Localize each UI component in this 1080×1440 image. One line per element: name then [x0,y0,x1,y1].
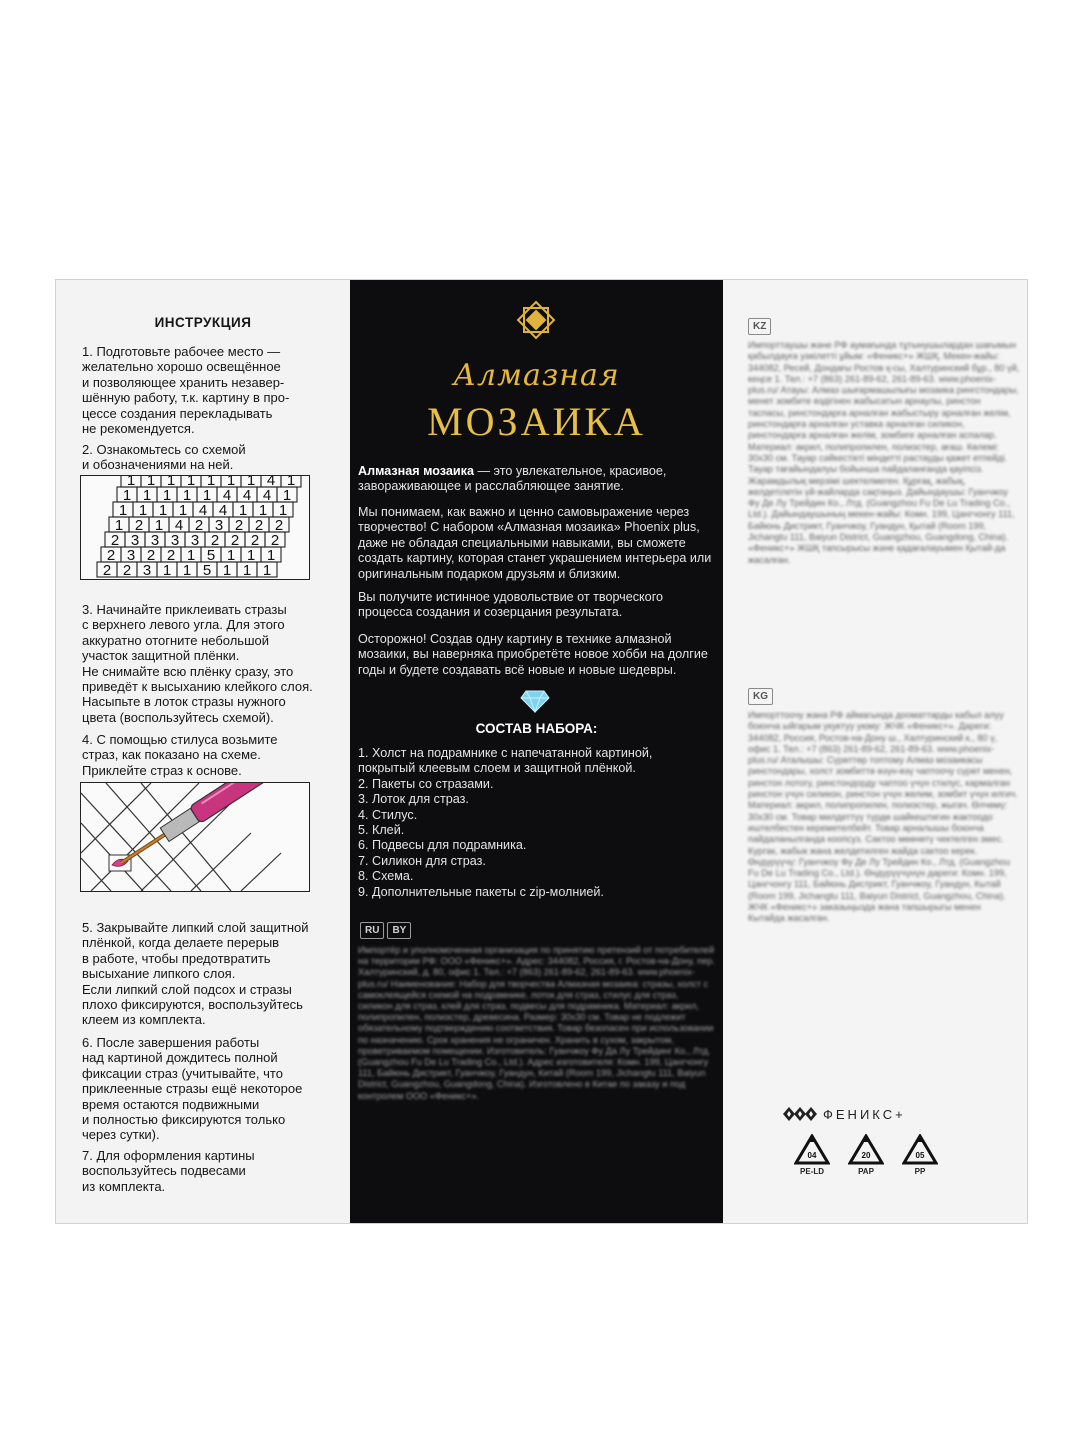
kit-item: 9. Дополнительные пакеты с zip-молнией. [358,884,604,899]
instruction-step-6: 6. После завершения работы над картиной дождитесь полной фиксации страз (учитывайте, что приклеенные стразы ещё некоторое время остаются подвижными и полностью фиксируются только через сутки). [82,1035,303,1143]
scheme-cell-number: 2 [210,532,220,549]
scheme-cell-number: 1 [186,476,196,489]
scheme-cell-number: 1 [258,502,268,519]
stylus-illustration [80,782,310,892]
kit-item: 1. Холст на подрамнике с напечатанной картиной, покрытый клеевым слоем и защитной плёнкой. [358,746,653,776]
scheme-cell-number: 2 [254,517,264,534]
scheme-cell-number: 1 [246,547,256,564]
legal-info-column [723,280,1027,1223]
scheme-cell-number: 1 [286,476,296,489]
kit-item: 7. Силикон для страз. [358,853,486,868]
scheme-cell-number: 1 [182,562,192,579]
scheme-cell-number: 1 [262,562,272,579]
scheme-cell-number: 1 [226,476,236,489]
instruction-step-1: 1. Подготовьте рабочее место — желательно хорошо освещённое и позволяющее хранить незавер- шённую работу, т.к. картину в про- цессе создания перекладывать не рекомендуется. [82,344,290,437]
scheme-cell-number: 2 [106,547,116,564]
product-description-column [350,280,723,1223]
recycle-icon [848,1134,884,1166]
scheme-cell-number: 2 [122,562,132,579]
scheme-cell-number: 3 [142,562,152,579]
scheme-cell-number: 2 [194,517,204,534]
scheme-cell-number: 1 [206,476,216,489]
scheme-cell-number: 3 [126,547,136,564]
scheme-cell-number: 2 [166,547,176,564]
scheme-cell-number: 1 [202,487,212,504]
ru-legal-text: Импортёр и уполномоченная организация по принятию претензий от потребителей на территории РФ: ООО «Феникс+». Адрес: 344082, Россия, г. Ростов-на-Дону, пер. Халтуринский, д. 80, офис 1. Тел.: +7 (863) 261-89-62, 261-89-63. www.phoenix-plus.ru/ Наименование: Набор для творчества Алмазная мозаика: стразы, холст с самоклеящейся схемой на подрамнике, лоток для страз, стилус для страз, силикон для страз, клей для страз, подвесы для подрамника. Материал: акрил, полипропилен, полиэстер, древесина. Размер: 30х30 см. Товар не подлежит обязательному подтверждению соответствия. Товар безопасен при использовании по назначению. Срок хранения не ограничен. Хранить в сухом, закрытом, проветриваемом помещении. Изготовитель: Гуанчжоу Фу Да Лу Трейдинг Ко., Лтд. (Guangzhou Fu De Lu Trading Co., Ltd.). Адрес изготовителя: Комн. 199, Цангчонгу 111, Байюнь Дистрикт, Гуанчжоу, Гуандун, Китай (Room 199, Jichangtu 111, Baiyun District, Guangzhou, Guangdong, China). Изготовлено в Китае по заказу и под контролем ООО «Феникс+». [358,945,715,1101]
kit-item: 8. Схема. [358,869,414,884]
scheme-cell-number: 1 [142,487,152,504]
scheme-cell-number: 2 [146,547,156,564]
scheme-cell-number: 1 [162,487,172,504]
scheme-cell-number: 1 [154,517,164,534]
intro-bold: Алмазная мозаика [358,464,474,478]
scheme-cell-number: 1 [178,502,188,519]
scheme-cell-number: 2 [102,562,112,579]
recycle-pp [901,1134,939,1176]
lang-tag-ru: RU [360,922,384,939]
scheme-cell-number: 1 [266,547,276,564]
intro-paragraph [358,464,713,495]
brand-name: ФЕНИКС+ [823,1106,906,1122]
recycle-code: 20 [861,1151,871,1160]
recycle-label: PAP [858,1167,874,1176]
kit-item: 5. Клей. [358,823,405,838]
diamond-logo-icon [516,300,556,340]
main-title: МОЗАИКА [427,399,646,444]
paragraph-4: Осторожно! Создав одну картину в технике алмазной мозаики, вы наверняка приобретёте новое хобби на долгие годы и будете создавать всё новые и новые шедевры. [358,632,708,677]
scheme-cell-number: 3 [130,532,140,549]
instruction-step-7: 7. Для оформления картины воспользуйтесь подвесами из комплекта. [82,1148,255,1194]
recycling-symbols [793,1134,939,1176]
instructions-title: ИНСТРУКЦИЯ [154,315,252,330]
kit-item: 3. Лоток для страз. [358,792,469,807]
scheme-cell-number: 3 [150,532,160,549]
scheme-cell-number: 5 [206,547,216,564]
instructions-column [56,280,350,1223]
scheme-cell-number: 1 [278,502,288,519]
recycle-icon [794,1134,830,1166]
language-tags-ru-by [360,922,411,939]
scheme-cell-number: 3 [190,532,200,549]
scheme-cell-number: 2 [134,517,144,534]
recycle-label: PP [914,1167,926,1176]
scheme-cell-number: 1 [182,487,192,504]
scheme-cell-number: 1 [114,517,124,534]
scheme-cell-number: 4 [242,487,252,504]
scheme-cell-number: 1 [226,547,236,564]
kit-contents-list [358,746,713,900]
scheme-cell-number: 1 [238,502,248,519]
scheme-cell-number: 3 [170,532,180,549]
scheme-cell-number: 4 [198,502,208,519]
scheme-cell-number: 1 [126,476,136,489]
scheme-cell-number: 1 [118,502,128,519]
kit-item: 6. Подвесы для подрамника. [358,838,527,853]
scheme-cell-number: 2 [274,517,284,534]
gem-icon [520,689,550,713]
scheme-cell-number: 1 [158,502,168,519]
scheme-cell-number: 1 [122,487,132,504]
scheme-cell-number: 5 [202,562,212,579]
scheme-cell-number: 1 [162,562,172,579]
scheme-cell-number: 1 [246,476,256,489]
scheme-cell-number: 2 [110,532,120,549]
recycle-pe-ld [793,1134,831,1176]
scheme-grid-illustration [80,475,310,580]
script-title: Алмазная [453,358,620,393]
scheme-cell-number: 1 [282,487,292,504]
scheme-cell-number: 4 [262,487,272,504]
scheme-cell-number: 4 [218,502,228,519]
instruction-step-5: 5. Закрывайте липкий слой защитной плёнкой, когда делаете перерыв в работе, чтобы предотвратить высыхание липкого слоя. Если липкий слой подсох и стразы плохо фиксируются, воспользуйтесь клеем из комплекта. [82,920,309,1028]
kz-legal-text: Импорттаушы және РФ аумағында тұтынушылардан шағымын қабылдауға уәкілетті ұйым: «Феникс+» ЖШҚ. Мекен-жайы: 344082, Ресей, Дондағы Ростов қ-сы, Халтуринский бұр., 80 үй, кеңсе 1. Тел.: +7 (863) 261-89-62, 261-89-63. www.phoenix-plus.ru/ Атауы: Алмаз шығармашылығы мозаика рингстондары, менет зомбите өздігінен жабысатын арнаулы, ринстон таспасы, ринстондарға арналған жабыстыру арналған желім, ринстондарға арналған уставка арналған силикон, ринстондарға арналған желім, зомбиге арналған аспалар. Материал: акрил, полипропилен, полиэстер, ағаш. Көлемі: 30х30 см. Тауар сәйкестікті міндетті растауды қажет етпейді. Тауар тағайындалуы бойынша пайдаланғанда қауіпсіз. Жарамдылық мерзімі шектелмеген. Құрғақ, жабық, желдетілетін үй-жайларда сақтаңыз. Дайындаушы: Гуанчжоу Фу Де Лу Трейдин Ко., Лтд. (Guangzhou Fu De Lu Trading Co., Ltd.). Дайындаушының мекен-жайы: Комн. 199, Цангчонгу 111, Байюнь Дистрикт, Гуанчжоу, Гуандун, Қытай (Room 199, Jichangtu 111, Baiyun District, Guangzhou, Guangdong, China). «Феникс+» ЖШҚ тапсырысы және қадағалауымен Қытай-да жасалған. [748,340,1020,565]
recycle-code: 05 [915,1151,925,1160]
recycle-label: PE-LD [800,1167,824,1176]
stylus-drawing [81,783,309,891]
phoenix-logo-icon [783,1106,817,1122]
instruction-step-2: 2. Ознакомьтесь со схемой и обозначениями на ней. [82,442,246,473]
scheme-cell-number: 4 [174,517,184,534]
kit-item: 2. Пакеты со стразами. [358,776,494,791]
recycle-icon [902,1134,938,1166]
product-insert-sheet [55,279,1028,1224]
instruction-step-4: 4. С помощью стилуса возьмите страз, как показано на схеме. Приклейте страз к основе. [82,732,278,778]
scheme-cell-number: 1 [146,476,156,489]
scheme-cell-number: 1 [138,502,148,519]
brand-logo [783,1106,906,1122]
scheme-cell-number: 4 [222,487,232,504]
scheme-cell-number: 3 [214,517,224,534]
lang-tag-kz: KZ [748,318,771,335]
scheme-cell-number: 4 [266,476,276,489]
scheme-cell-number: 1 [242,562,252,579]
scheme-cell-number: 2 [250,532,260,549]
lang-tag-kg: KG [748,688,773,705]
paragraph-3: Вы получите истинное удовольствие от творческого процесса создания и созерцания результата. [358,590,664,620]
scheme-cell-number: 1 [222,562,232,579]
scheme-cell-number: 2 [234,517,244,534]
scheme-cell-number: 2 [230,532,240,549]
kit-contents-title: СОСТАВ НАБОРА: [475,721,598,736]
scheme-grid-drawing [81,476,309,579]
lang-tag-by: BY [387,922,411,939]
scheme-cell-number: 1 [166,476,176,489]
scheme-cell-number: 1 [186,547,196,564]
kit-item: 4. Стилус. [358,807,418,822]
paragraph-2: Мы понимаем, как важно и ценно самовыражение через творчество! С набором «Алмазная мозаика» Phoenix plus, даже не обладая специальными навыками, вы сможете создать картину, которая станет украшением интерьера или оригинальным подарком друзьям и близким. [358,505,712,581]
recycle-code: 04 [807,1151,817,1160]
intro-rest: — это увлекательное, красивое, завораживающее и расслабляющее занятие. [358,464,667,494]
scheme-cell-number: 2 [270,532,280,549]
kg-legal-text: Импорттоочу жана РФ аймагында дооматтарды кабыл алуу боюнча ыйгарым укуктуу уюму: ЖЧК «Феникс+». Дареги: 344082, Россия, Ростов-на-Дону ш., Халтуринский к., 80 ү, офис 1. Тел.: +7 (863) 261-89-62, 261-89-63. www.phoenix-plus.ru/ Аталышы: Сүрөттөр топтому Алмаз мозаикасы ринстондары, холст зомбиттө өзүн-өзү чаптоочу сүрөт менен, ринстон лотогу, ринстондорду чаптоо үчүн стилус, кармалган ринстон үчүн силикон, ринстон үчүн желим, зомбит үчүн илгич. Материал: акрил, полипропилен, полиэстер, жыгач. Өлчөмү: 30х30 см. Товар милдеттүү түрдө шайкештигин жактоодо иштелбестен кереметелбейт. Товар арналышы боюнча пайдаланылганда коопсуз. Сактоо мөөнөтү чектелген эмес. Кургак, жабык жана желдетилген жайда сактоо керек. Өндүрүүчү: Гуанчжоу Фу Де Лу Трейдин Ко., Лтд. (Guangzhou Fu De Lu Trading Co., Ltd.). Өндүрүүчүнүн дареги: Комн. 199, Цангчонгу 111, Байюнь Дистрикт, Гуанчжоу, Гуандун, Кытай (Room 199, Jichangtu 111, Baiyun District, Guangzhou, China). ЖЧК «Феникс+» заказыңызда жана тапшырыгы менен Кытайда жасалган. [748,710,1018,924]
recycle-pap [847,1134,885,1176]
instruction-step-3: 3. Начинайте приклеивать стразы с верхнего левого угла. Для этого аккуратно отогните небольшой участок защитной плёнки. Не снимайте всю плёнку сразу, это приведёт к высыханию клейкого слоя. Насыпьте в лоток стразы нужного цвета (воспользуйтесь схемой). [82,602,313,725]
